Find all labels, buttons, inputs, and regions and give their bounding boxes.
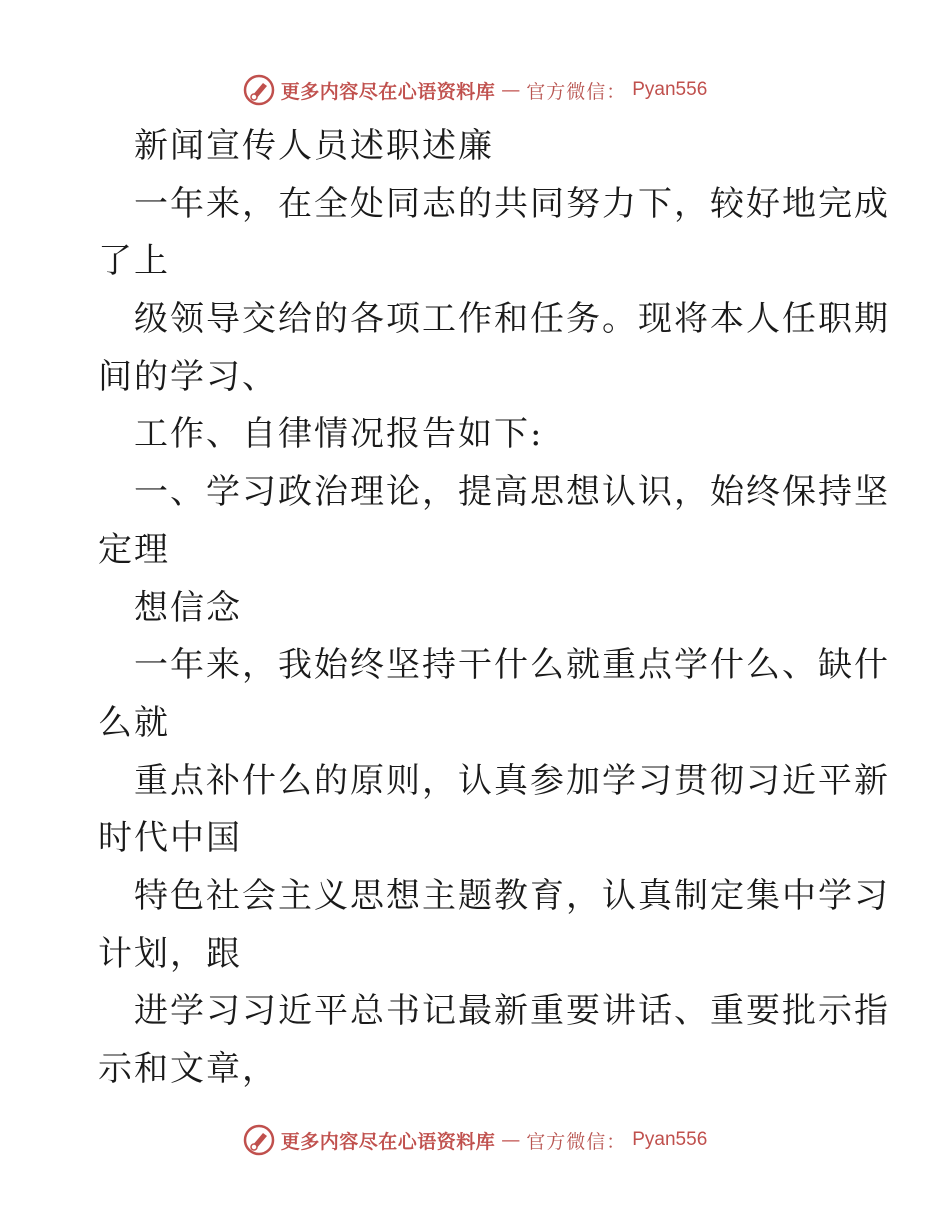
text-line: 示和文章，	[98, 1049, 278, 1089]
header-wechat-label: 官方微信：	[526, 80, 627, 103]
text-line: 特色社会主义思想主题教育，认真制定集中学习	[134, 875, 890, 916]
text-line: 计划，跟	[98, 933, 242, 974]
footer-banner	[0, 1120, 950, 1160]
text-line: 了上	[98, 241, 170, 282]
footer-wechat-id: Pyan556	[632, 1129, 708, 1150]
footer-dash: —	[501, 1129, 521, 1151]
header-wechat-id: Pyan556	[632, 79, 708, 100]
section-heading: 一、学习政治理论，提高思想认识，始终保持坚	[134, 472, 890, 513]
document-title: 新闻宣传人员述职述廉	[134, 126, 494, 166]
text-line: 定理	[98, 529, 170, 570]
text-line: 间的学习、	[98, 356, 278, 397]
text-line: 一年来，在全处同志的共同努力下，较好地完成	[134, 183, 890, 224]
text-line: 时代中国	[98, 818, 242, 859]
header-dash: —	[501, 79, 521, 101]
text-line: 进学习习近平总书记最新重要讲话、重要批示指	[134, 991, 890, 1032]
text-line: 一年来，我始终坚持干什么就重点学什么、缺什	[134, 645, 890, 686]
header-banner	[0, 70, 950, 110]
header-site-text: 更多内容尽在心语资料库	[280, 80, 496, 103]
document-body	[98, 118, 890, 1099]
text-line: 想信念	[134, 587, 242, 628]
footer-wechat-label: 官方微信：	[526, 1130, 627, 1153]
footer-site-text: 更多内容尽在心语资料库	[280, 1130, 496, 1153]
text-line: 么就	[98, 702, 170, 743]
text-line: 级领导交给的各项工作和任务。现将本人任职期	[134, 299, 890, 340]
pen-nib-logo-icon	[243, 1124, 275, 1156]
pen-nib-logo-icon	[243, 74, 275, 106]
text-line: 重点补什么的原则，认真参加学习贯彻习近平新	[134, 760, 890, 801]
text-line: 工作、自律情况报告如下:	[134, 414, 544, 455]
